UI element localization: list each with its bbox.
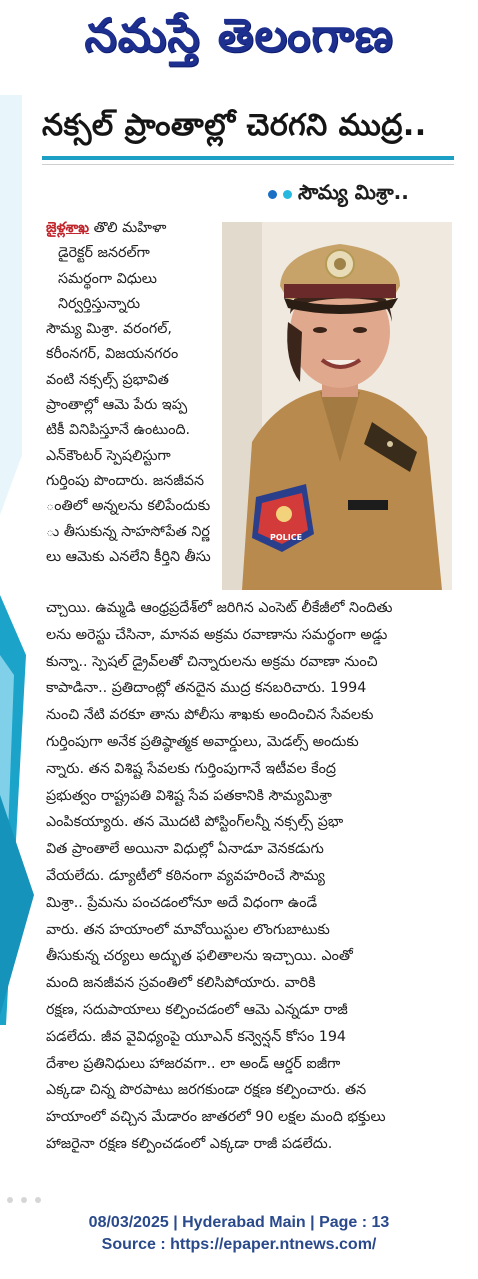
article-headline: నక్సల్ ప్రాంతాల్లో చెరగని ముద్ర.. [42, 108, 427, 143]
article-body-full [46, 596, 456, 1159]
body-line: సౌమ్య మిశ్రా. వరంగల్, [46, 321, 172, 338]
page-footer [0, 1212, 478, 1272]
body-line: హయాంలో వచ్చిన మేడారం జాతరలో 90 లక్షల మంది భక్తులు [46, 1109, 386, 1126]
body-line: న్నారు. తన విశిష్ట సేవలకు గుర్తింపుగానే ఇటీవల కేంద్ర [46, 760, 336, 777]
byline-dot-icon [268, 190, 277, 199]
officer-photo [222, 222, 452, 590]
byline-dot-icon [283, 190, 292, 199]
body-line: హాజరైనా రక్షణ కల్పించడంలో ఎక్కడా రాజీ పడలేదు. [46, 1135, 333, 1152]
body-line: గుర్తింపు పొందారు. జనజీవన [46, 472, 204, 489]
byline-author: సౌమ్య మిశ్రా.. [298, 179, 409, 204]
byline-divider [42, 164, 454, 165]
masthead [0, 0, 478, 82]
body-line: నుంచి నేటి వరకూ తాను పోలీసు శాఖకు అందించిన సేవలకు [46, 707, 374, 724]
body-line: తీసుకున్న చర్యలు అద్భుత ఫలితాలను ఇచ్చాయి. ఎంతో [46, 948, 353, 965]
body-line: మిశ్రా.. ప్రేమను పంచడంలోనూ అదే విధంగా ఉండే [46, 894, 318, 911]
body-line: కున్నా.. స్పెషల్ డ్రైవ్‌లతో చిన్నారులను అక్రమ రవాణా నుంచి [46, 653, 378, 670]
body-line: వేయలేదు. డ్యూటీలో కఠినంగా వ్యవహరించే సౌమ్య [46, 867, 325, 884]
body-line: వంటి నక్సల్స్ ప్రభావిత [46, 371, 169, 388]
article-body-column [46, 216, 218, 570]
body-line: వారు. తన హయాంలో మావోయిస్టుల లొంగుబాటుకు [46, 921, 330, 938]
headline-box [42, 102, 454, 160]
body-line: టికీ వినిపిస్తూనే ఉంటుంది. [46, 422, 191, 439]
masthead-title: నమస్తే తెలంగాణ [84, 8, 394, 62]
body-line: నిర్వర్తిస్తున్నారు [58, 295, 141, 312]
article-kicker: జైళ్లశాఖ [46, 220, 90, 236]
body-line: ప్రాంతాల్లో ఆమె పేరు ఇప్ప [46, 397, 188, 414]
body-line: కాపాడినా.. ప్రతిదాంట్లో తనదైన ముద్ర కనబరిచారు. 1994 [46, 680, 367, 697]
byline [268, 180, 409, 208]
body-line: లను అరెస్టు చేసినా, మానవ అక్రమ రవాణాను సమర్థంగా అడ్డు [46, 626, 388, 643]
body-line: ు తీసుకున్న సాహసోపేత నిర్ణ [46, 523, 210, 540]
body-line: ఎక్కడా చిన్న పొరపాటు జరగకుండా రక్షణ కల్పించారు. తన [46, 1082, 367, 1099]
body-line: కరీంనగర్, విజయనగరం [46, 346, 179, 363]
body-line: ఎన్‌కౌంటర్ స్పెషలిస్టుగా [46, 447, 171, 464]
decorative-dots [2, 1196, 62, 1204]
body-line: డైరెక్టర్ జనరల్‌గా [58, 245, 150, 262]
left-accent-decoration [0, 95, 40, 1205]
footer-source-link[interactable]: Source : https://epaper.ntnews.com/ [101, 1236, 377, 1253]
body-line: మంది జనజీవన స్రవంతిలో కలిసిపోయారు. వారికి [46, 975, 316, 992]
body-line: గుర్తింపుగా అనేక ప్రతిష్ఠాత్మక అవార్డులు, మెడల్స్ అందుకు [46, 733, 359, 750]
body-line: ఎంపికయ్యారు. తన మొదటి పోస్టింగ్‌లన్నీ నక్సల్స్ ప్రభా [46, 814, 344, 831]
body-line: ప్రభుత్వం రాష్ట్రపతి విశిష్ట సేవ పతకానికి సౌమ్యమిశ్రా [46, 787, 332, 804]
svg-text:POLICE: POLICE [270, 533, 303, 542]
body-line: రక్షణ, సదుపాయాలు కల్పించడంలో ఆమె ఎన్నడూ రాజీ [46, 1001, 348, 1018]
body-line: చ్చాయి. ఉమ్మడి ఆంధ్రప్రదేశ్‌లో జరిగిన ఎంసెట్ లీకేజీలో నిందితు [46, 600, 393, 616]
body-line: విత ప్రాంతాలే అయినా విధుల్లో ఏనాడూ వెనకడుగు [46, 841, 324, 858]
body-line: ంతిలో అన్నలను కలిపేందుకు [46, 498, 211, 515]
body-line: సమర్థంగా విధులు [58, 270, 157, 287]
body-line: దేశాల ప్రతినిధులు హాజరవగా.. లా అండ్ ఆర్డర్ ఐజీగా [46, 1055, 341, 1072]
body-line: జైళ్లశాఖ తొలి మహిళా [46, 220, 167, 236]
body-line: లు ఆమెకు ఎనలేని కీర్తిని తీసు [46, 548, 211, 565]
footer-edition: 08/03/2025 | Hyderabad Main | Page : 13 [88, 1214, 390, 1231]
body-line: పడలేదు. జీవ వైవిధ్యంపై యూఎన్ కన్వెన్షన్ కోసం 194 [46, 1028, 347, 1045]
